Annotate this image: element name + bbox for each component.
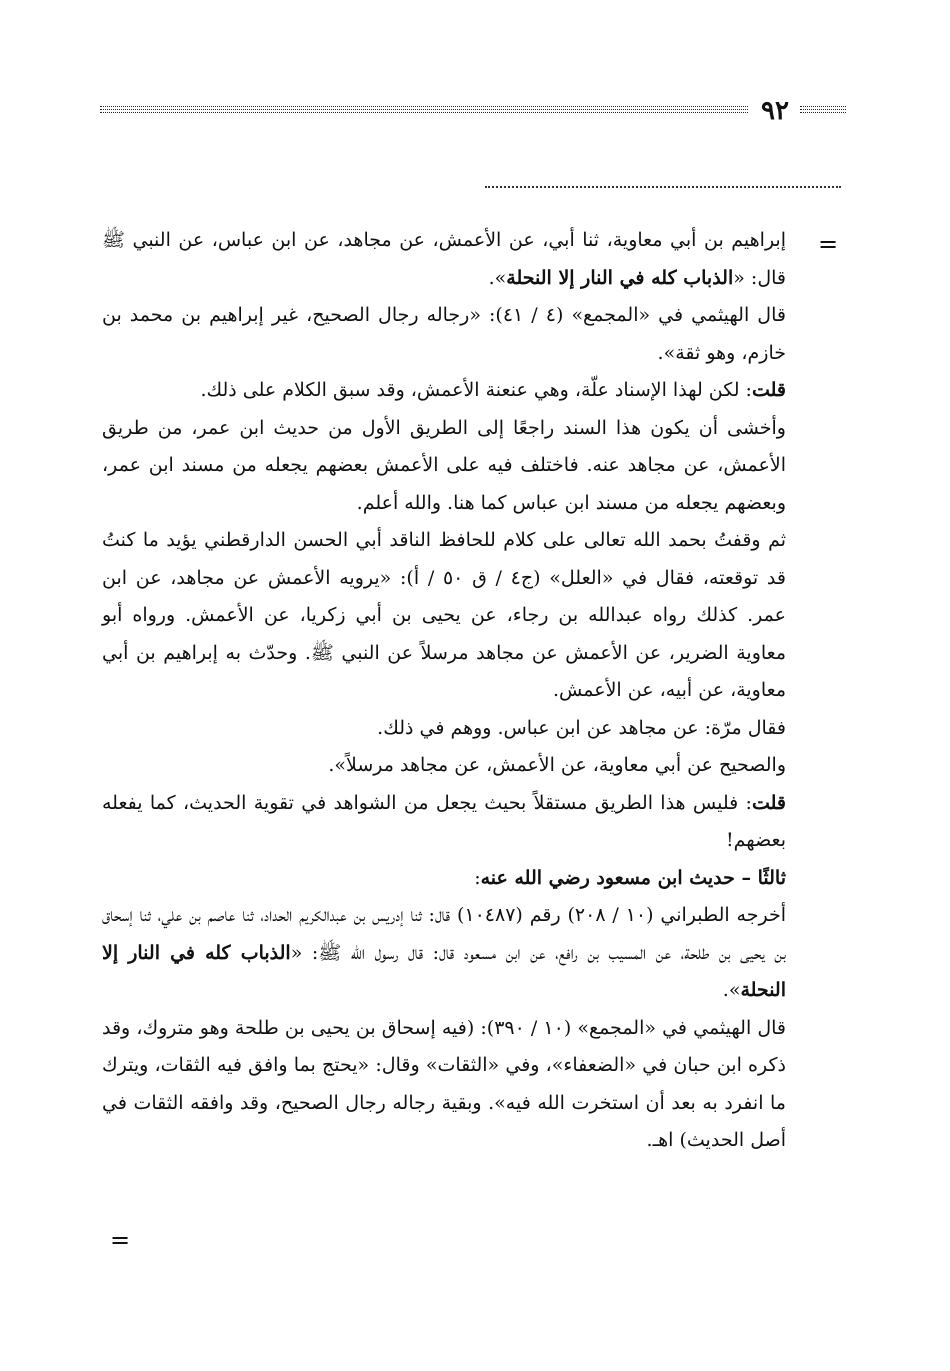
body-text (102, 222, 786, 1160)
continuation-marker-top: = (818, 230, 839, 258)
text-run: إبراهيم بن أبي معاوية، ثنا أبي، عن الأعمش، عن مجاهد، عن ابن عباس، عن النبي ﷺ قال: « (102, 229, 786, 289)
paragraph (102, 297, 786, 372)
text-run: : لكن لهذا الإسناد علّة، وهي عنعنة الأعمش، وقد سبق الكلام على ذلك. (200, 379, 752, 401)
text-run: قال الهيثمي في «المجمع» (٤ / ٤١): «رجاله رجال الصحيح، غير إبراهيم بن محمد بن خازم، وهو ثقة». (102, 304, 786, 364)
paragraph (102, 522, 786, 710)
paragraph (102, 1010, 786, 1160)
text-run: : (474, 866, 481, 889)
text-run: وأخشى أن يكون هذا السند راجعًا إلى الطريق الأول من حديث ابن عمر، من طريق الأعمش، عن مجاهد عنه. فاختلف فيه على الأعمش بعضهم يجعله من مسند ابن عمر، وبعضهم يجعله من مسند ابن عباس كما هنا. والله أعلم. (102, 416, 786, 514)
paragraph (102, 747, 786, 785)
text-run: قال الهيثمي في «المجمع» (١٠ / ٣٩٠): (فيه إسحاق بن يحيى بن طلحة وهو متروك، وقد ذكره ابن حبان في «الضعفاء»، وفي «الثقات» وقال: «يحتج بما وافق فيه الثقات، ويترك ما انفرد به بعد أن استخرت الله فيه». وبقية رجاله رجال الصحيح، وقد وافقه الثقات في أصل الحديث) اهـ. (102, 1016, 786, 1151)
paragraph (102, 710, 786, 748)
separator-line (485, 186, 841, 188)
header-rule-right (800, 106, 846, 118)
text-run: ثم وقفتُ بحمد الله تعالى على كلام للحافظ الناقد أبي الحسن الدارقطني يؤيد ما كنتُ قد توقعته، فقال في «العلل» (ج٤ / ق ٥٠ / أ): «يرويه الأعمش عن مجاهد، عن ابن عمر. كذلك رواه عبدالله بن رجاء، عن يحيى بن أبي زكريا، عن الأعمش. ورواه أبو معاوية الضرير، عن الأعمش عن مجاهد مرسلاً عن النبي ﷺ. وحدّث به إبراهيم بن أبي معاوية، عن أبيه، عن الأعمش. (102, 529, 786, 701)
paragraph (102, 897, 786, 1010)
bold-text: قلت (751, 791, 786, 814)
text-run: والصحيح عن أبي معاوية، عن الأعمش، عن مجاهد مرسلاً». (328, 754, 786, 776)
bold-text: الذباب كله في النار إلا النحلة (102, 941, 786, 1001)
text-run: : فليس هذا الطريق مستقلاً بحيث يجعل من الشواهد في تقوية الحديث، كما يفعله بعضهم! (102, 791, 786, 851)
page-number: ٩٢ (761, 96, 789, 126)
bold-text: الذباب كله في النار إلا النحلة (506, 266, 734, 289)
text-run: ». (722, 979, 741, 1001)
bold-text: ثالثًا – حديث ابن مسعود رضي الله عنه (480, 866, 786, 889)
paragraph (102, 410, 786, 523)
header-rule-left (100, 106, 748, 118)
paragraph (102, 222, 786, 297)
paragraph (102, 860, 786, 898)
continuation-marker-bottom: = (110, 1226, 131, 1254)
text-run: أخرجه الطبراني (١٠ / ٢٠٨) رقم (١٠٤٨٧) قال: ثنا إدريس بن عبدالكريم الحداد، ثنا عاصم بن علي، ثنا إسحاق بن يحيى بن طلحة، عن المسيب بن رافع، عن ابن مسعود قال: قال رسول الله ﷺ: « (102, 904, 786, 964)
paragraph (102, 372, 786, 410)
text-run: فقال مرّة: عن مجاهد عن ابن عباس. ووهم في ذلك. (377, 716, 786, 739)
paragraph (102, 785, 786, 860)
bold-text: قلت (751, 379, 786, 401)
text-run: ». (488, 266, 507, 289)
